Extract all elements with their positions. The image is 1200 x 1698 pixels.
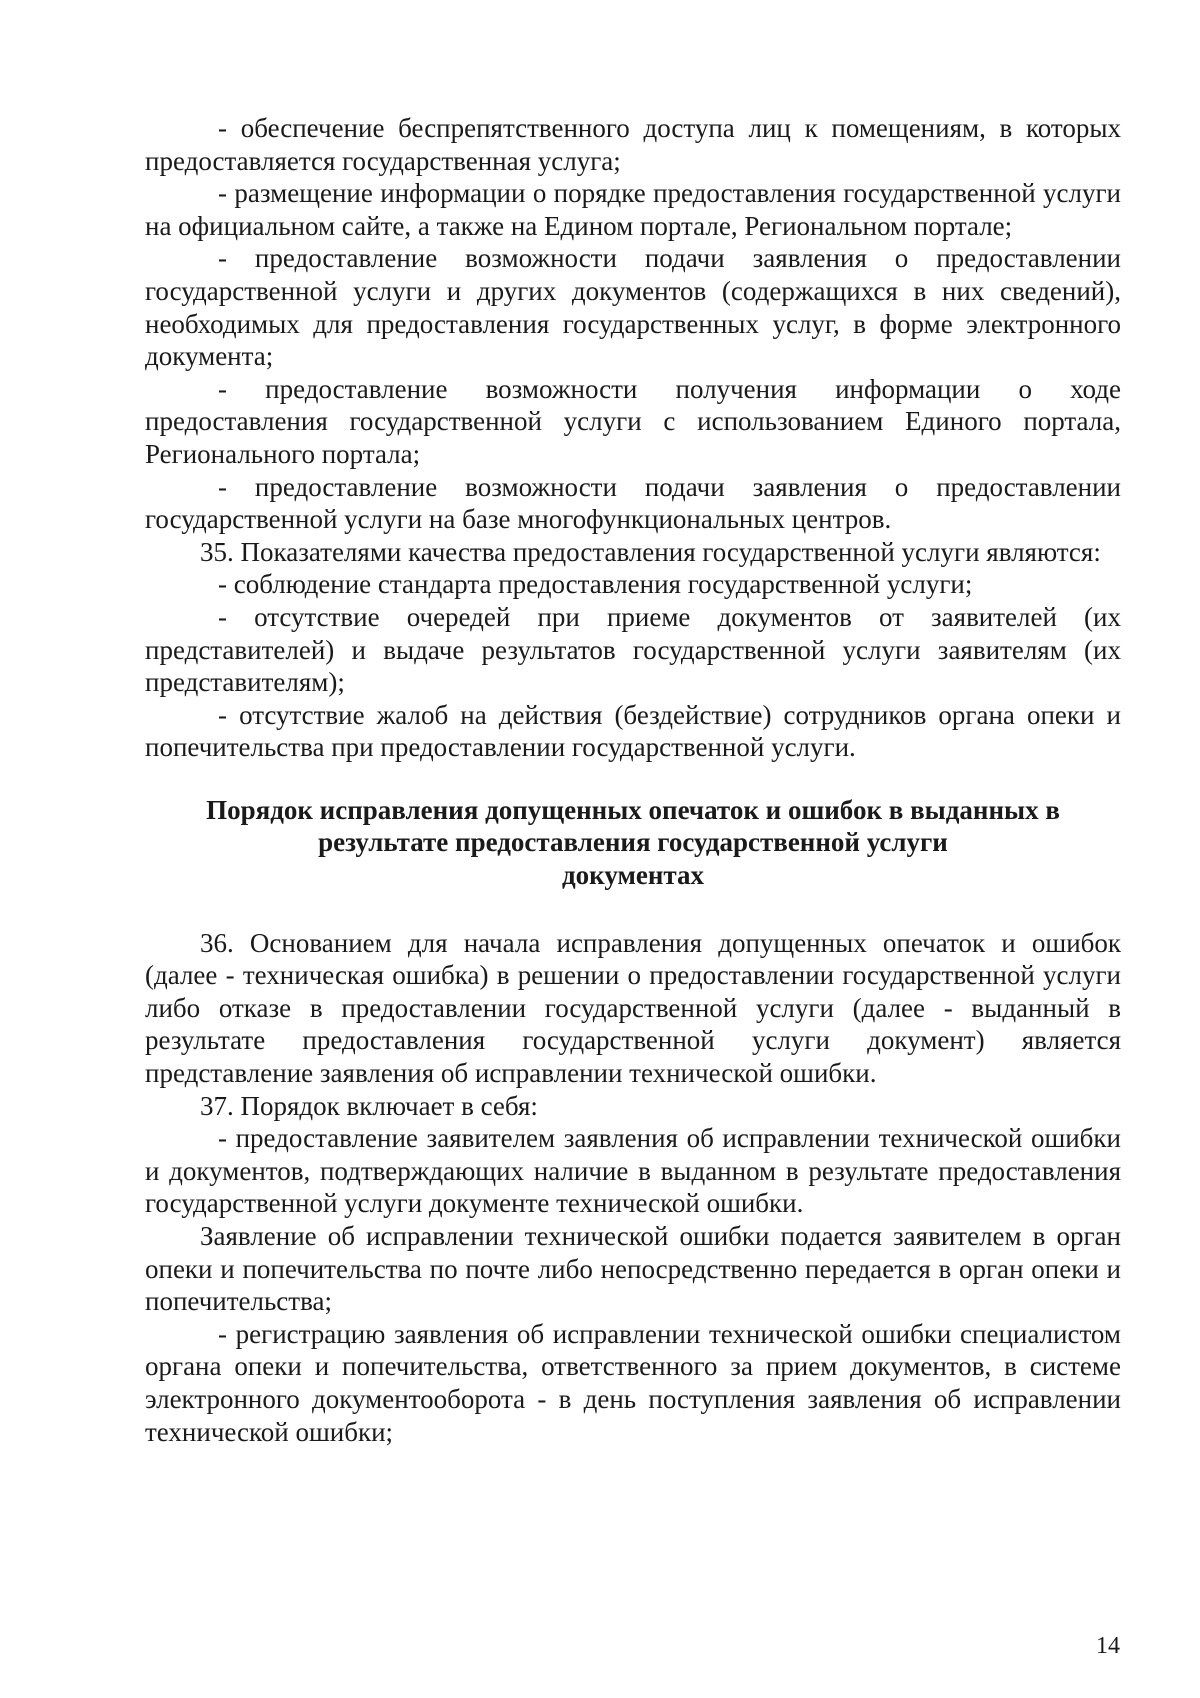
paragraph-no-queues: - отсутствие очередей при приеме документов от заявителей (их представителей) и выдаче результатов государственной услуги заявителям (их представителям); bbox=[145, 601, 1121, 698]
section-heading-line-2: результате предоставления государственной услуги bbox=[318, 827, 948, 858]
paragraph-applicant-submission: - предоставление заявителем заявления об исправлении технической ошибки и документов, подтверждающих наличие в выданном в результате предоставления государственной услуги документе технической ошибки. bbox=[145, 1123, 1121, 1219]
section-heading-line-1: Порядок исправления допущенных опечаток и ошибок в выданных в bbox=[206, 794, 1060, 825]
paragraph-no-complaints: - отсутствие жалоб на действия (бездействие) сотрудников органа опеки и попечительства при предоставлении государственной услуги. bbox=[145, 699, 1121, 763]
section-heading bbox=[145, 794, 1121, 892]
page-number: 14 bbox=[1096, 1633, 1120, 1659]
paragraph-progress-info: - предоставление возможности получения информации о ходе предоставления государственной услуги с использованием Единого портала, Регионального портала; bbox=[145, 373, 1121, 469]
paragraph-standard-compliance: - соблюдение стандарта предоставления государственной услуги; bbox=[218, 569, 973, 600]
paragraph-info-placement: - размещение информации о порядке предоставления государственной услуги на официальном сайте, а также на Едином портале, Региональном портале; bbox=[145, 178, 1121, 241]
paragraph-35: 35. Показателями качества предоставления государственной услуги являются: bbox=[200, 536, 1101, 567]
paragraph-36: 36. Основанием для начала исправления допущенных опечаток и ошибок (далее - техническая ошибка) в решении о предоставлении государственной услуги либо отказе в предоставлении государственной услуги (далее - выданный в результате предоставления государственной услуги документ) является представление заявления об исправлении технической ошибки. bbox=[145, 927, 1121, 1089]
paragraph-37: 37. Порядок включает в себя: bbox=[200, 1090, 538, 1121]
paragraph-application-delivery: Заявление об исправлении технической ошибки подается заявителем в орган опеки и попечительства по почте либо непосредственно передается в орган опеки и попечительства; bbox=[145, 1221, 1121, 1317]
section-heading-line-3: документах bbox=[561, 860, 704, 891]
paragraph-electronic-submission: - предоставление возможности подачи заявления о предоставлении государственной услуги и других документов (содержащихся в них сведений), необходимых для предоставления государственных услуг, в форме электронного документа; bbox=[145, 243, 1121, 372]
paragraph-accessibility: - обеспечение беспрепятственного доступа лиц к помещениям, в которых предоставляется государственная услуга; bbox=[145, 113, 1121, 176]
document-body bbox=[145, 112, 1121, 1448]
paragraph-registration: - регистрацию заявления об исправлении технической ошибки специалистом органа опеки и попечительства, ответственного за прием документов, в системе электронного документооборота - в день поступления заявления об исправлении технической ошибки; bbox=[145, 1318, 1121, 1447]
paragraph-mfc-submission: - предоставление возможности подачи заявления о предоставлении государственной услуги на базе многофункциональных центров. bbox=[145, 471, 1121, 535]
